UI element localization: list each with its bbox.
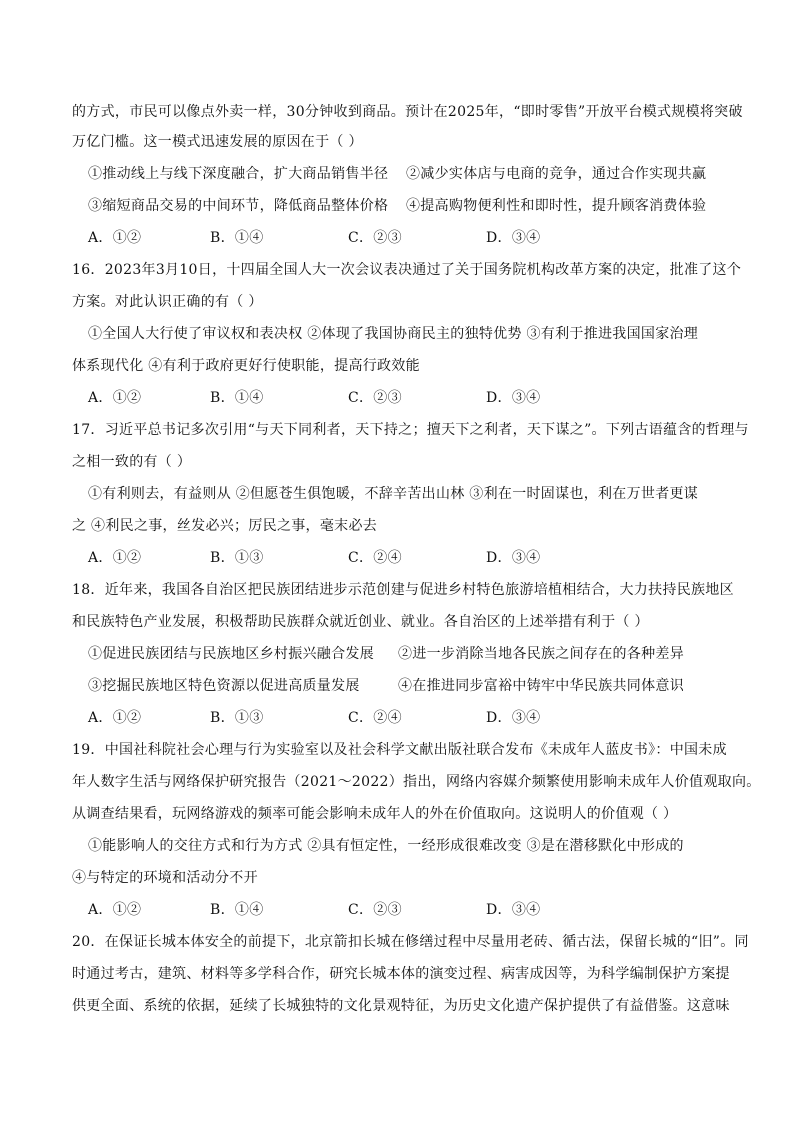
q15-statement-4: ④提高购物便利性和即时性，提升顾客消费体验 — [406, 198, 707, 214]
q17-statements-line-2: 之 ④利民之事，丝发必兴；厉民之事，毫末必去 — [72, 518, 378, 534]
q19-stem-line-3: 从调查结果看，玩网络游戏的频率可能会影响未成年人的外在价值取向。这说明人的价值观（ ） — [72, 806, 678, 822]
q17-option-b[interactable]: B．①③ — [210, 550, 264, 566]
q15-statement-3: ③缩短商品交易的中间环节，降低商品整体价格 — [88, 198, 389, 214]
q19-statements-line-1: ①能影响人的交往方式和行为方式 ②具有恒定性，一经形成很难改变 ③是在潜移默化中形成的 — [88, 838, 684, 854]
q15-option-b[interactable]: B．①④ — [210, 230, 264, 246]
q17-option-c[interactable]: C．②④ — [348, 550, 402, 566]
q15-statement-1: ①推动线上与线下深度融合，扩大商品销售半径 — [88, 166, 389, 182]
q17-option-a[interactable]: A．①② — [88, 550, 142, 566]
q18-option-a[interactable]: A．①② — [88, 710, 142, 726]
q15-option-d[interactable]: D．③④ — [486, 230, 541, 246]
q18-option-c[interactable]: C．②④ — [348, 710, 402, 726]
q18-option-d[interactable]: D．③④ — [486, 710, 541, 726]
q18-stem-line-1: 18．近年来，我国各自治区把民族团结进步示范创建与促进乡村特色旅游培植相结合，大力扶持民族地区 — [72, 582, 734, 598]
q15-option-a[interactable]: A．①② — [88, 230, 142, 246]
q16-option-a[interactable]: A．①② — [88, 390, 142, 406]
q18-option-b[interactable]: B．①③ — [210, 710, 264, 726]
q17-stem-line-1: 17．习近平总书记多次引用“与天下同利者，天下持之；擅天下之利者，天下谋之”。下列古语蕴含的哲理与 — [72, 422, 749, 438]
q19-stem-line-1: 19．中国社科院社会心理与行为实验室以及社会科学文献出版社联合发布《未成年人蓝皮书》：中国未成 — [72, 742, 727, 758]
q17-stem-line-2: 之相一致的有（ ） — [72, 454, 192, 470]
q18-stem-line-2: 和民族特色产业发展，积极帮助民族群众就近创业、就业。各自治区的上述举措有利于（ ） — [72, 614, 649, 630]
q19-statements-line-2: ④与特定的环境和活动分不开 — [72, 870, 258, 886]
q19-option-b[interactable]: B．①④ — [210, 902, 264, 918]
q15-statement-2: ②减少实体店与电商的竞争，通过合作实现共赢 — [406, 166, 707, 182]
q15-stem-line-2: 万亿门槛。这一模式迅速发展的原因在于（ ） — [72, 134, 363, 150]
q16-statements-line-1: ①全国人大行使了审议权和表决权 ②体现了我国协商民主的独特优势 ③有利于推进我国国家治理 — [88, 326, 699, 342]
q19-option-a[interactable]: A．①② — [88, 902, 142, 918]
q15-option-c[interactable]: C．②③ — [348, 230, 402, 246]
q18-statement-4: ④在推进同步富裕中铸牢中华民族共同体意识 — [398, 678, 684, 694]
q16-option-d[interactable]: D．③④ — [486, 390, 541, 406]
q18-statement-2: ②进一步消除当地各民族之间存在的各种差异 — [398, 646, 684, 662]
q18-statement-1: ①促进民族团结与民族地区乡村振兴融合发展 — [88, 646, 374, 662]
q19-option-d[interactable]: D．③④ — [486, 902, 541, 918]
q19-option-c[interactable]: C．②③ — [348, 902, 402, 918]
q17-statements-line-1: ①有利则去，有益则从 ②但愿苍生俱饱暖，不辞辛苦出山林 ③利在一时固谋也，利在万世者更谋 — [88, 486, 699, 502]
q17-option-d[interactable]: D．③④ — [486, 550, 541, 566]
q16-option-b[interactable]: B．①④ — [210, 390, 264, 406]
q18-statement-3: ③挖掘民族地区特色资源以促进高质量发展 — [88, 678, 360, 694]
q16-stem-line-1: 16．2023年3月10日，十四届全国人大一次会议表决通过了关于国务院机构改革方案的决定，批准了这个 — [72, 262, 742, 278]
q20-stem-line-2: 时通过考古，建筑、材料等多学科合作，研究长城本体的演变过程、病害成因等，为科学编制保护方案提 — [72, 966, 730, 982]
q16-statements-line-2: 体系现代化 ④有利于政府更好行使职能，提高行政效能 — [72, 358, 420, 374]
q20-stem-line-1: 20．在保证长城本体安全的前提下，北京箭扣长城在修缮过程中尽量用老砖、循古法，保留长城的“旧”。同 — [72, 934, 749, 950]
q16-option-c[interactable]: C．②③ — [348, 390, 402, 406]
q15-stem-line-1: 的方式，市民可以像点外卖一样，30分钟收到商品。预计在2025年，“即时零售”开放平台模式规模将突破 — [72, 104, 743, 120]
q20-stem-line-3: 供更全面、系统的依据，延续了长城独特的文化景观特征，为历史文化遗产保护提供了有益借鉴。这意味 — [72, 998, 730, 1014]
q19-stem-line-2: 年人数字生活与网络保护研究报告（2021～2022）指出，网络内容媒介频繁使用影响未成年人价值观取向。 — [72, 774, 761, 790]
q16-stem-line-2: 方案。对此认识正确的有（ ） — [72, 294, 263, 310]
